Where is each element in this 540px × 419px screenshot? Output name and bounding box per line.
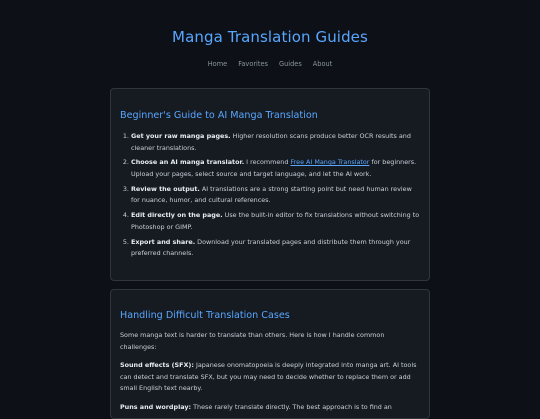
step-heading: Edit directly on the page. (131, 211, 223, 220)
difficult-cases-card (110, 289, 430, 419)
difficult-cases-intro: Some manga text is harder to translate than others. Here is how I handle common challenges: (120, 331, 385, 351)
beginners-guide-card (110, 88, 430, 281)
step-heading: Export and share. (131, 237, 196, 246)
step-text: for beginners. Upload your pages, select source and target language, and let the AI work. (131, 158, 417, 178)
nav-favorites-link[interactable]: Favorites (238, 60, 268, 68)
step-heading: Get your raw manga pages. (131, 132, 231, 140)
free-ai-manga-translator-link[interactable]: Free AI Manga Translator (290, 158, 370, 167)
puns-paragraph (120, 402, 420, 414)
nav-guides-link[interactable]: Guides (278, 60, 302, 68)
sfx-paragraph (120, 360, 420, 395)
site-title[interactable]: Manga Translation Guides (172, 28, 368, 46)
guide-steps-list (120, 131, 420, 260)
step-text: Download your translated pages and distribute them through your preferred channels. (131, 237, 411, 258)
step-heading: Choose an AI manga translator. (131, 158, 245, 167)
step-text: I recommend (244, 158, 291, 167)
step-text: Use the built-in editor to fix translations without switching to Photoshop or GIMP. (131, 211, 420, 231)
guide-step (131, 131, 420, 154)
guide-step (131, 157, 420, 180)
site-header (0, 0, 540, 68)
puns-heading: Puns and wordplay: (120, 402, 192, 411)
step-text: AI translations are a strong starting point but need human review for nuance, humor, and cultural references. (131, 184, 412, 205)
guide-title: Beginner's Guide to AI Manga Translation (120, 110, 318, 121)
puns-text: These rarely translate directly. The best approach is to find an (191, 402, 392, 411)
sfx-text: Japanese onomatopoeia is deeply integrated into manga art. AI tools can detect and translate SFX, but you may need to decide whether to replace them or add small English text nearby. (120, 361, 417, 392)
step-heading: Review the output. (131, 184, 200, 193)
guide-step (131, 184, 420, 207)
step-text: Higher resolution scans produce better OCR results and cleaner translations. (131, 132, 411, 152)
nav-home-link[interactable]: Home (207, 60, 228, 68)
nav-about-link[interactable]: About (312, 60, 333, 68)
difficult-cases-title: Handling Difficult Translation Cases (120, 310, 290, 321)
guide-step (131, 237, 420, 260)
main-nav (0, 60, 540, 68)
guide-step (131, 210, 420, 233)
sfx-heading: Sound effects (SFX): (120, 361, 194, 369)
